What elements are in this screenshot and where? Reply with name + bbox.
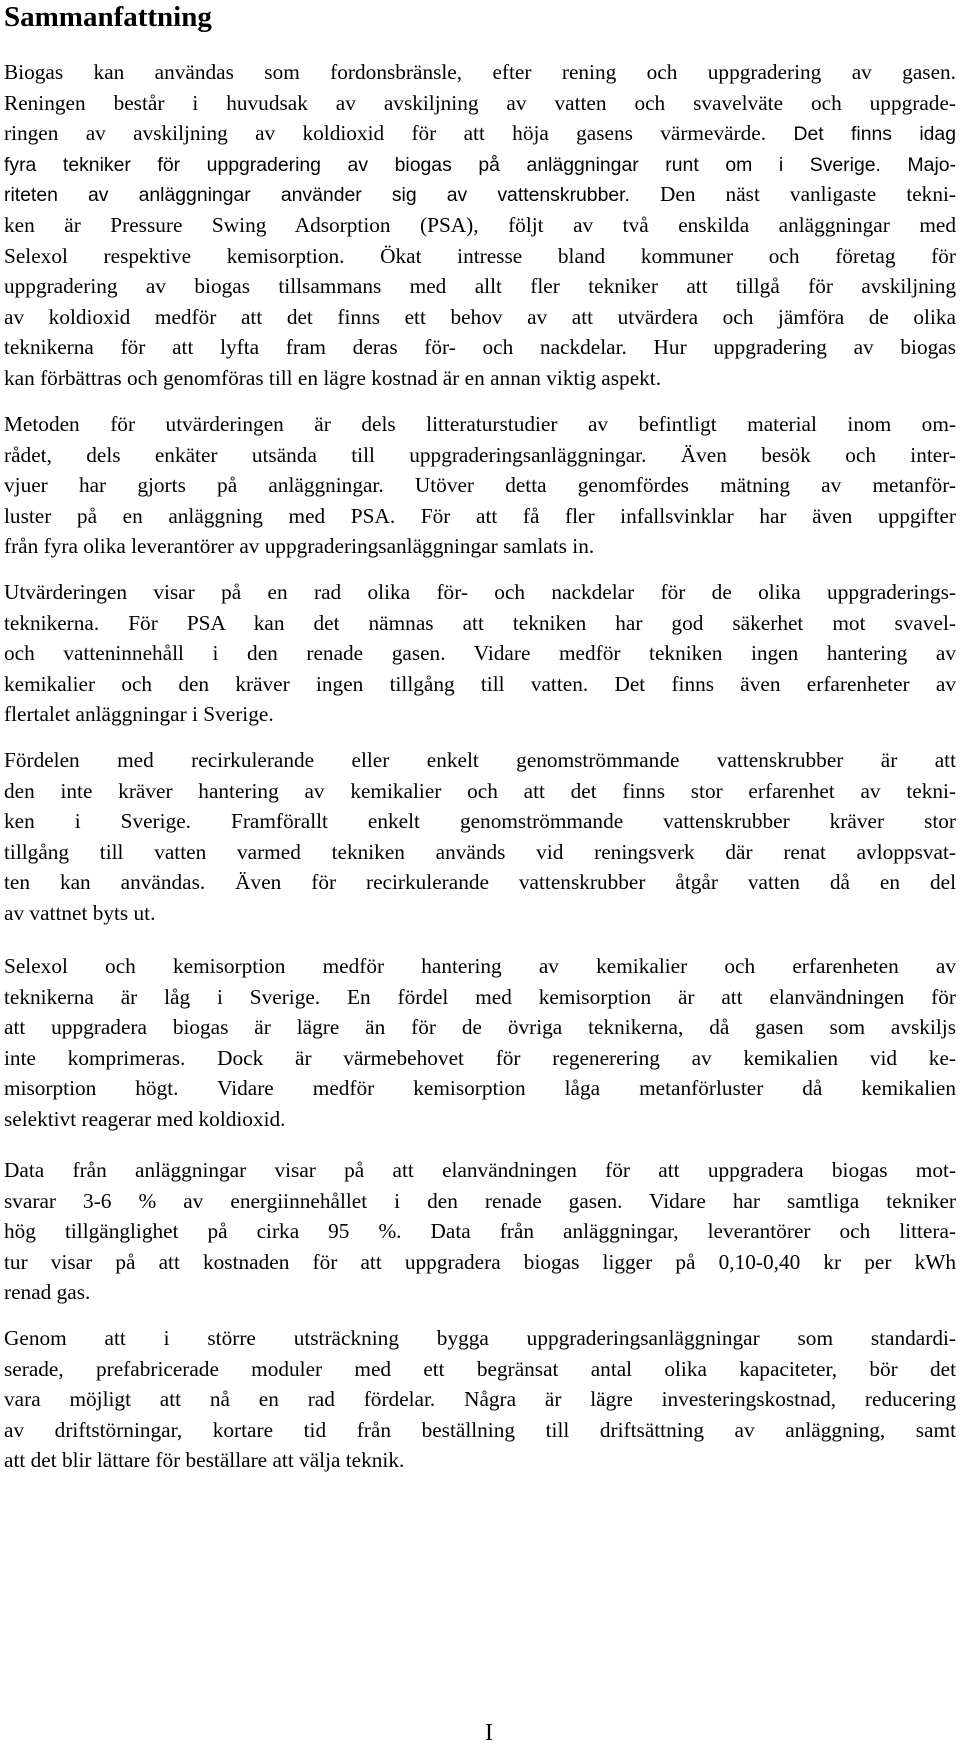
text-line (4, 1216, 956, 1247)
text-line (4, 638, 956, 669)
text-segment: En fördel med kemisorption är att elanvändningen för (320, 984, 956, 1009)
text-line (4, 837, 956, 868)
text-line (4, 440, 956, 471)
text-line (4, 241, 956, 272)
text-segment: luster på en anläggning med PSA. (4, 503, 396, 528)
text-segment: och vatteninnehåll i den renade gasen. (4, 641, 446, 666)
text-segment: att det blir lättare för beställare att välja teknik. (4, 1448, 405, 1473)
text-segment: Biogas kan användas som fordonsbränsle, efter rening och uppgradering av gasen. (4, 60, 956, 84)
text-segment: Fördelen med recirkulerande eller enkelt genomströmmande vattenskrubber är att (4, 748, 956, 772)
text-segment: av driftstörningar, kortare tid från beställning till driftsättning av anläggning, samt (4, 1417, 956, 1442)
text-line (4, 982, 956, 1013)
text-line (4, 1012, 956, 1043)
text-line (4, 898, 956, 929)
paragraph-5 (4, 951, 956, 1135)
text-segment: renad gas. (4, 1280, 91, 1305)
text-line (4, 806, 956, 837)
text-segment: Utvärderingen visar på en rad olika för- och nackdelar för de olika uppgraderings- (4, 580, 956, 604)
text-segment: Ökat intresse bland kommuner och företag för (344, 243, 956, 268)
text-segment: Det finns även erfarenheter av (588, 671, 956, 696)
paragraph-6 (4, 1155, 956, 1308)
text-line (4, 332, 956, 363)
paragraph-3 (4, 577, 956, 730)
text-line (4, 951, 956, 982)
text-line (4, 1445, 956, 1476)
text-line (4, 470, 956, 501)
text-segment: Även för recirkulerande vattenskrubber åtgår vatten då en del (205, 870, 956, 895)
text-line (4, 776, 956, 807)
text-line (4, 149, 956, 180)
text-segment: teknikerna för att lyfta fram deras för- och nackdelar. (4, 335, 627, 360)
text-segment: den inte kräver hantering av kemikalier och att det finns stor erfarenhet av tekni- (4, 778, 956, 803)
text-segment: Selexol respektive kemisorption. (4, 243, 345, 268)
text-segment: Dock är värmebehovet för regenerering av kemikalien vid ke- (185, 1045, 956, 1070)
text-segment: av koldioxid medför att det finns ett behov av att utvärdera och jämföra de olika (4, 304, 956, 329)
text-segment: ten kan användas. (4, 870, 206, 895)
text-line (4, 1155, 956, 1186)
text-segment: riteten av anläggningar använder sig av vattenskrubber. (4, 184, 630, 207)
text-line (4, 271, 956, 302)
page-number: I (485, 1720, 493, 1746)
text-segment: flertalet anläggningar i Sverige. (4, 702, 274, 727)
text-line (4, 118, 956, 149)
text-segment: Data från anläggningar visar på att elanvändningen för att uppgradera biogas mot- (4, 1158, 956, 1182)
text-line (4, 1277, 956, 1308)
text-line (4, 57, 956, 88)
text-segment: För att få fler infallsvinklar har även uppgifter (395, 503, 956, 528)
text-segment: ringen av avskiljning av koldioxid för att höja gasens värmevärde. (4, 121, 767, 146)
text-segment: Vidare har samtliga tekniker (622, 1188, 957, 1213)
text-segment: Vidare medför kemisorption låga metanförluster då kemikalien (178, 1076, 956, 1101)
text-line (4, 210, 956, 241)
text-segment: Vidare medför tekniken ingen hantering av (445, 641, 956, 666)
text-segment: Även besök och inter- (646, 442, 956, 467)
text-segment: Några är lägre investeringskostnad, reducering (435, 1387, 956, 1412)
text-line (4, 669, 956, 700)
text-line (4, 1354, 956, 1385)
text-segment: Selexol och kemisorption medför hantering av kemikalier och erfarenheten av (4, 954, 956, 978)
text-line (4, 1186, 956, 1217)
text-line (4, 409, 956, 440)
text-line (4, 501, 956, 532)
text-line (4, 1043, 956, 1074)
text-segment: ken är Pressure Swing Adsorption (PSA), följt av två enskilda anläggningar med (4, 212, 956, 237)
text-line (4, 1384, 956, 1415)
text-segment: Reningen består i huvudsak av avskiljning av vatten och svavelväte och uppgrade- (4, 90, 956, 115)
paragraph-1 (4, 57, 956, 394)
text-segment: att uppgradera biogas är lägre än för de övriga teknikerna, då gasen som avskiljs (4, 1015, 956, 1040)
page-title: Sammanfattning (4, 1, 212, 33)
text-segment: rådet, dels enkäter utsända till uppgraderingsanläggningar. (4, 442, 647, 467)
paragraph-4 (4, 745, 956, 929)
text-segment: teknikerna. (4, 610, 100, 635)
text-line (4, 1247, 956, 1278)
text-segment: tur visar på att kostnaden för att uppgradera biogas ligger på 0,10-0,40 kr per kWh (4, 1249, 956, 1274)
text-segment: Det finns idag (766, 123, 956, 146)
text-line (4, 302, 956, 333)
text-line (4, 867, 956, 898)
text-segment: uppgradering av biogas tillsammans med allt fler tekniker att tillgå för avskiljning (4, 274, 956, 299)
text-segment: teknikerna är låg i Sverige. (4, 984, 321, 1009)
text-segment: hög tillgänglighet på cirka 95 %. (4, 1219, 402, 1244)
text-segment: ken i Sverige. (4, 809, 191, 834)
text-segment: misorption högt. (4, 1076, 179, 1101)
text-segment: Majo- (880, 153, 956, 176)
text-segment: från fyra olika leverantörer av uppgraderingsanläggningar samlats in. (4, 534, 595, 559)
text-segment: Data från anläggningar, leverantörer och littera- (401, 1219, 956, 1244)
text-segment: serade, prefabricerade moduler med ett begränsat antal olika kapaciteter, bör det (4, 1356, 956, 1381)
text-segment: svarar 3-6 % av energiinnehållet i den renade gasen. (4, 1188, 623, 1213)
text-line (4, 1323, 956, 1354)
text-segment: tillgång till vatten varmed tekniken används vid reningsverk där renat avloppsvat- (4, 839, 956, 864)
text-segment: Den näst vanligaste tekni- (629, 182, 956, 207)
text-segment: av vattnet byts ut. (4, 900, 156, 925)
paragraph-2 (4, 409, 956, 562)
text-segment: Framförallt enkelt genomströmmande vattenskrubber kräver stor (191, 809, 956, 834)
text-segment: kan förbättras och genomföras till en lägre kostnad är en annan viktig aspekt. (4, 365, 662, 390)
text-line (4, 1104, 956, 1135)
text-segment: Hur uppgradering av biogas (626, 335, 956, 360)
text-segment: vjuer har gjorts på anläggningar. (4, 473, 384, 498)
text-segment: kemikalier och den kräver ingen tillgång till vatten. (4, 671, 589, 696)
text-segment: inte komprimeras. (4, 1045, 186, 1070)
text-segment: vara möjligt att nå en rad fördelar. (4, 1387, 436, 1412)
text-line (4, 1415, 956, 1446)
paragraph-7 (4, 1323, 956, 1476)
text-line (4, 179, 956, 210)
text-line (4, 699, 956, 730)
text-line (4, 88, 956, 119)
text-line (4, 1073, 956, 1104)
text-segment: Utöver detta genomfördes mätning av metanför- (383, 473, 956, 498)
text-segment: selektivt reagerar med koldioxid. (4, 1106, 286, 1131)
text-segment: Metoden för utvärderingen är dels litteraturstudier av befintligt material inom om- (4, 412, 956, 436)
text-line (4, 363, 956, 394)
text-line (4, 531, 956, 562)
text-line (4, 608, 956, 639)
text-line (4, 577, 956, 608)
text-segment: fyra tekniker för uppgradering av biogas på anläggningar runt om i Sverige. (4, 153, 881, 176)
text-line (4, 745, 956, 776)
text-segment: För PSA kan det nämnas att tekniken har god säkerhet mot svavel- (99, 610, 956, 635)
text-segment: Genom att i större utsträckning bygga uppgraderingsanläggningar som standardi- (4, 1326, 956, 1350)
